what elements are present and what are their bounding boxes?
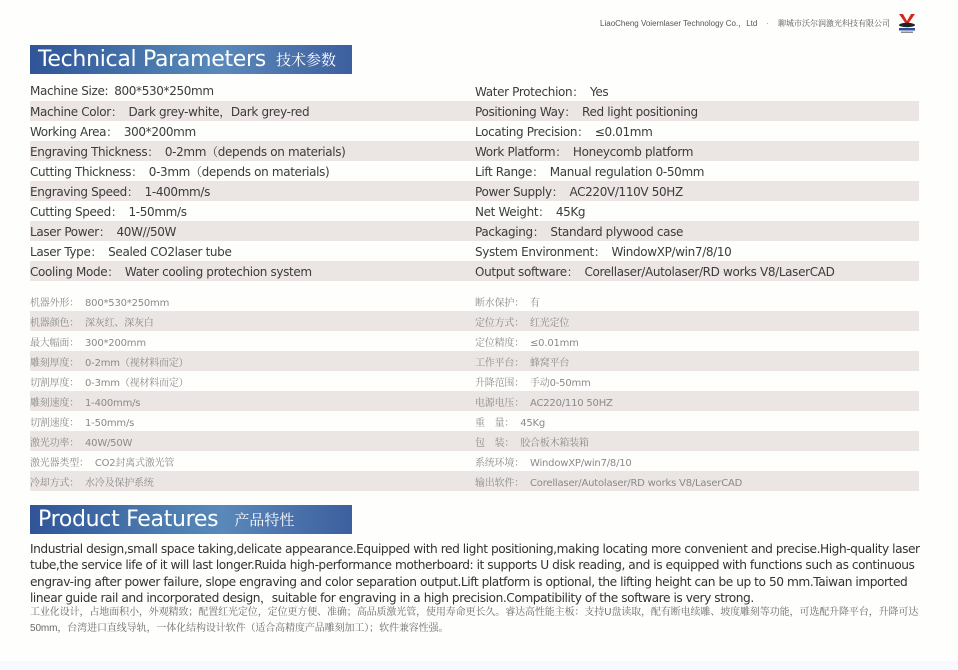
- spec-key: 升降范围：: [475, 377, 524, 389]
- spec-row: [30, 371, 919, 391]
- spec-value: WindowXP/win7/8/10: [530, 457, 632, 469]
- spec-row: [30, 451, 919, 471]
- spec-row: [30, 201, 919, 221]
- spec-value: Dark grey-white，Dark grey-red: [128, 104, 310, 119]
- spec-value: 蜂窝平台: [530, 357, 570, 369]
- spec-key: Locating Precision：: [475, 124, 589, 139]
- spec-key: Net Weight：: [475, 204, 550, 219]
- technical-parameters-heading: [30, 45, 352, 74]
- spec-value: AC220/110 50HZ: [530, 397, 613, 409]
- spec-value: Yes: [589, 84, 609, 99]
- spec-key: Laser Type：: [30, 244, 103, 259]
- header-separator: ·: [766, 18, 769, 28]
- spec-row: [30, 141, 919, 161]
- spec-value: 0-2mm（depends on materials): [164, 144, 346, 159]
- spec-value: 水冷及保护系统: [85, 477, 154, 489]
- spec-key: 系统环境：: [475, 457, 524, 469]
- spec-key: Work Platform：: [475, 144, 567, 159]
- spec-value: Honeycomb platform: [572, 144, 694, 159]
- spec-row: [30, 291, 919, 311]
- spec-row: [30, 411, 919, 431]
- spec-value: 300*200mm: [123, 124, 196, 139]
- spec-row: [30, 81, 919, 101]
- spec-value: 1-400mm/s: [85, 397, 141, 409]
- spec-row: [30, 391, 919, 411]
- spec-key: 雕刻速度：: [30, 397, 79, 409]
- spec-key: System Environment：: [475, 244, 606, 259]
- spec-value: WindowXP/win7/8/10: [611, 244, 732, 259]
- spec-key: Machine Size:: [30, 84, 109, 98]
- spec-key: Lift Range：: [475, 164, 544, 179]
- spec-key: 雕刻厚度：: [30, 357, 79, 369]
- section-title-en: Product Features: [38, 507, 219, 532]
- spec-key: 最大幅面：: [30, 337, 79, 349]
- spec-value: CO2封离式激光管: [94, 457, 175, 469]
- spec-value: 1-400mm/s: [144, 184, 210, 199]
- spec-value: 300*200mm: [85, 337, 146, 349]
- spec-value: 40W//50W: [116, 224, 177, 239]
- spec-key: Positioning Way：: [475, 104, 577, 119]
- company-name-en: LiaoCheng Voiernlaser Technology Co.，Ltd: [600, 18, 758, 28]
- spec-value: Corellaser/Autolaser/RD works V8/LaserCAD: [584, 264, 835, 279]
- spec-row: [30, 331, 919, 351]
- spec-row: [30, 101, 919, 121]
- spec-value: 胶合板木箱装箱: [520, 437, 589, 449]
- features-paragraph-en: Industrial design,small space taking,delicate appearance.Equipped with red light positioning,making locating more convenient and precise.High-quality laser tube,the service life of it will last longer.Ruida high-performance motherboard: it supports U disk reading, and is equipped with functions such as continuous engrav-ing after power failure, slope engraving and color separation output.Lift platform is optional, the lifting height can be up to 50 mm.Taiwan imported linear guide rail and incorporated design，suitable for engraving in a high precision.Compatibility of the software is very strong.: [30, 542, 920, 606]
- spec-key: Packaging：: [475, 224, 545, 239]
- section-title-cn: 技术参数: [275, 52, 336, 69]
- spec-key: Machine Color：: [30, 104, 123, 119]
- spec-key: 定位精度：: [475, 337, 524, 349]
- spec-value: 有: [530, 297, 540, 309]
- spec-row: [30, 181, 919, 201]
- spec-value: Manual regulation 0-50mm: [549, 164, 705, 179]
- spec-key: Power Supply：: [475, 184, 564, 199]
- spec-key: 断水保护：: [475, 297, 524, 309]
- spec-key: 冷却方式：: [30, 477, 79, 489]
- company-logo-icon: [896, 12, 918, 34]
- spec-row: [30, 431, 919, 451]
- spec-key: 切割速度：: [30, 417, 79, 429]
- spec-value: 0-3mm（depends on materials): [148, 164, 330, 179]
- spec-key: Cutting Thickness：: [30, 164, 143, 179]
- spec-key: 激光器类型：: [30, 457, 89, 469]
- spec-key: 重 量：: [475, 417, 515, 429]
- footer-strip: [0, 661, 958, 670]
- spec-value: 45Kg: [520, 417, 546, 429]
- spec-value: AC220V/110V 50HZ: [569, 184, 683, 199]
- spec-row: [30, 311, 919, 331]
- spec-key: 机器外形：: [30, 297, 79, 309]
- spec-row: [30, 351, 919, 371]
- spec-key: 包 装：: [475, 437, 515, 449]
- spec-value: 1-50mm/s: [85, 417, 135, 429]
- spec-row: [30, 241, 919, 261]
- spec-value: 40W/50W: [85, 437, 133, 449]
- spec-value: Standard plywood case: [550, 224, 684, 239]
- spec-value: 红光定位: [530, 317, 570, 329]
- spec-value: 800*530*250mm: [85, 297, 170, 309]
- spec-value: 0-3mm（视材料而定）: [85, 377, 189, 389]
- spec-key: Cutting Speed：: [30, 204, 123, 219]
- spec-value: Red light positioning: [582, 104, 698, 119]
- spec-key: 定位方式：: [475, 317, 524, 329]
- spec-value: 45Kg: [555, 204, 586, 219]
- spec-key: 电源电压：: [475, 397, 524, 409]
- spec-value: 800*530*250mm: [114, 84, 214, 98]
- spec-table-cn: [30, 291, 919, 491]
- spec-value: ≤0.01mm: [530, 337, 579, 349]
- spec-value: Water cooling protechion system: [124, 264, 312, 279]
- spec-key: 工作平台：: [475, 357, 524, 369]
- spec-key: Water Protechion：: [475, 84, 584, 99]
- section-title-en: Technical Parameters: [38, 47, 266, 72]
- spec-key: Laser Power：: [30, 224, 111, 239]
- spec-key: 激光功率：: [30, 437, 79, 449]
- spec-row: [30, 121, 919, 141]
- section-title-cn: 产品特性: [234, 512, 295, 529]
- spec-value: ≤0.01mm: [594, 124, 653, 139]
- spec-key: 输出软件：: [475, 477, 524, 489]
- spec-value: 1-50mm/s: [128, 204, 187, 219]
- product-features-heading: [30, 505, 352, 534]
- spec-row: [30, 261, 919, 281]
- spec-key: Engraving Thickness：: [30, 144, 159, 159]
- spec-value: Sealed CO2laser tube: [108, 244, 232, 259]
- spec-value: 手动0-50mm: [530, 377, 591, 389]
- spec-row: [30, 221, 919, 241]
- spec-row: [30, 471, 919, 491]
- spec-key: 切割厚度：: [30, 377, 79, 389]
- company-name-cn: 聊城市沃尔润激光科技有限公司: [778, 18, 890, 28]
- features-paragraph-cn: 工业化设计，占地面积小，外观精致；配置红光定位，定位更方便、准确；高品质激光管，使用寿命更长久。睿达高性能主板：支持U盘读取，配有断电续雕、坡度雕刻等功能，可选配升降平台，升降可达50mm，台湾进口直线导轨，一体化结构设计软件（适合高精度产品雕刻加工）；软件兼容性强。: [30, 607, 919, 634]
- spec-key: Working Area：: [30, 124, 118, 139]
- spec-key: Cooling Mode：: [30, 264, 119, 279]
- spec-key: Engraving Speed：: [30, 184, 139, 199]
- spec-row: [30, 161, 919, 181]
- company-header: [600, 12, 918, 34]
- spec-value: 深灰红、深灰白: [85, 317, 154, 329]
- spec-key: Output software：: [475, 264, 579, 279]
- spec-value: Corellaser/Autolaser/RD works V8/LaserCAD: [530, 477, 743, 489]
- spec-key: 机器颜色：: [30, 317, 79, 329]
- spec-value: 0-2mm（视材料而定）: [85, 357, 189, 369]
- spec-table-en: [30, 81, 919, 281]
